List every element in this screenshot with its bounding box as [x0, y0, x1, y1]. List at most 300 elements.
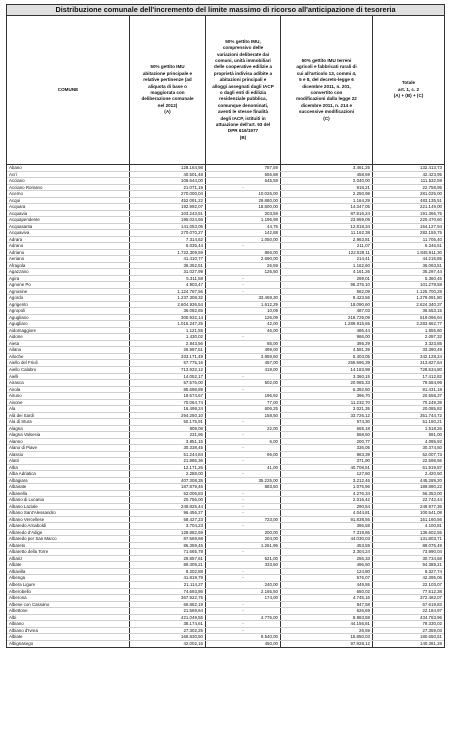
col-b-cell: 200,00 [206, 530, 281, 536]
col-b-cell: - [206, 276, 281, 282]
col-a-cell: 166.830,50 [130, 634, 206, 640]
col-c-cell: 12.818,34 [281, 224, 373, 230]
col-c-cell: 395,29 [281, 341, 373, 347]
col-c-cell: 96.376,10 [281, 282, 373, 288]
col-c-cell: 7.319,86 [281, 530, 373, 536]
col-c-cell: 2.016,42 [281, 497, 373, 503]
comune-cell: Albano Sant'Alessandro [7, 510, 130, 516]
comune-cell: Albaredo Arnaboldi [7, 523, 130, 529]
col-b-cell: - [206, 458, 281, 464]
col-b-cell: - [206, 334, 281, 340]
col-c-cell: 486,44 [281, 328, 373, 334]
col-b-cell: 4.776,00 [206, 615, 281, 621]
col-a-cell: 3.704,23 [130, 523, 206, 529]
col-c-cell: 256,33 [281, 556, 373, 562]
col-a-cell: 41.410,77 [130, 256, 206, 262]
comune-cell: Ailoche [7, 354, 130, 360]
col-b-cell: 1.612,29 [206, 302, 281, 308]
comune-cell: Agrigento [7, 302, 130, 308]
total-cell: 77.512,38 [422, 588, 442, 594]
col-a-cell: 52.006,83 [130, 491, 206, 497]
col-b-cell: - [206, 491, 281, 497]
comune-cell: Agnone Po [7, 282, 130, 288]
col-a-cell: 9.202,88 [130, 569, 206, 575]
total-cell: 35.297,44 [422, 269, 442, 275]
col-b-cell: 1.196,98 [206, 217, 281, 223]
total-cell: 342.128,24 [420, 353, 442, 359]
col-a-cell: 51.244,84 [130, 452, 206, 458]
col-b-cell: - [206, 471, 281, 477]
header-total: Totale art. 1, c. 2 (A) + (B) + (C) [393, 80, 424, 99]
col-b-cell: 3.859,50 [206, 354, 281, 360]
col-a-cell: 141.053,05 [130, 224, 206, 230]
col-a-cell: 27.302,25 [130, 628, 206, 634]
col-b-cell: - [206, 602, 281, 608]
col-b-cell: - [206, 621, 281, 627]
col-a-cell: 57.775,16 [130, 360, 206, 366]
col-b-cell: 10,09 [206, 308, 281, 314]
comune-cell: Albaretto della Torre [7, 549, 130, 555]
col-c-cell: 4.161,26 [281, 269, 373, 275]
col-c-cell: 1.162,60 [281, 263, 373, 269]
col-c-cell: 986,00 [281, 334, 373, 340]
col-b-cell: 6,00 [206, 439, 281, 445]
total-cell: 249.977,36 [420, 503, 442, 509]
col-b-cell: - [206, 185, 281, 191]
comune-cell: Albenga [7, 575, 130, 581]
comune-cell: Albano Laziale [7, 504, 130, 510]
col-a-cell: 86.359,45 [130, 543, 206, 549]
col-a-cell: 195.024,56 [130, 217, 206, 223]
col-c-cell: 4.044,81 [281, 510, 373, 516]
col-a-cell: 187.879,46 [130, 484, 206, 490]
col-b-cell: 240,00 [206, 582, 281, 588]
comune-cell: Acquaviva [7, 230, 130, 236]
col-a-cell: 12.171,26 [130, 465, 206, 471]
comune-cell: Acerno [7, 191, 130, 197]
total-cell: 22.103,07 [422, 582, 442, 587]
col-b-cell: - [206, 445, 281, 451]
document-page [6, 4, 453, 648]
col-b-cell: 158,50 [206, 413, 281, 419]
col-a-cell: 7.314,62 [130, 237, 206, 243]
col-a-cell: 713.932,12 [130, 367, 206, 373]
col-c-cell: 14.347,05 [281, 204, 373, 210]
col-b-cell: 645,59 [206, 178, 281, 184]
total-cell: 20.085,82 [422, 406, 442, 412]
total-cell: 88.075,49 [422, 542, 442, 548]
header-col-a: 50% gettito IMU abitazione principale e relative pertinenze (ad aliquota di base o maggiorata con deliberazione comunale nel 2012) (A) [130, 16, 206, 164]
col-b-cell: 656,88 [206, 172, 281, 178]
col-a-cell: 85.698,89 [130, 387, 206, 393]
total-cell: 79.584,99 [422, 380, 442, 386]
comune-cell: Adrano [7, 243, 130, 249]
col-b-cell: 77,00 [206, 400, 281, 406]
col-a-cell: 42.002,16 [130, 641, 206, 648]
col-c-cell: 449,55 [281, 582, 373, 588]
col-b-cell: - [206, 549, 281, 555]
comune-cell: Airasca [7, 380, 130, 386]
comune-cell: Albi [7, 615, 130, 621]
col-a-cell: 294.250,10 [130, 413, 206, 419]
col-c-cell: 11.162,38 [281, 230, 373, 236]
col-a-cell: 21.569,64 [130, 608, 206, 614]
col-c-cell: 18.090,60 [281, 302, 373, 308]
col-b-cell: 883,50 [206, 484, 281, 490]
comune-cell: Alberona [7, 595, 130, 601]
comune-cell: Airola [7, 387, 130, 393]
col-a-cell: 367.922,75 [130, 595, 206, 601]
total-cell: 67.619,83 [422, 601, 442, 607]
total-cell: 27.359,03 [422, 627, 442, 633]
col-c-cell: 255.596,39 [281, 360, 373, 366]
col-a-cell: 1.121,55 [130, 328, 206, 334]
total-cell: 445.289,20 [420, 477, 442, 483]
total-cell: 136.602,55 [420, 529, 442, 535]
col-c-cell: 122.529,11 [281, 250, 373, 256]
col-b-cell: - [206, 504, 281, 510]
col-b-cell: 142,88 [206, 230, 281, 236]
col-c-cell: 665,18 [281, 426, 373, 432]
col-c-cell: 40.708,51 [281, 465, 373, 471]
col-b-cell: 22,00 [206, 426, 281, 432]
col-a-cell: 452.091,22 [130, 198, 206, 204]
total-cell: 728.534,80 [420, 366, 442, 372]
comune-cell: Albiano [7, 621, 130, 627]
comune-cell: Albano di Lucania [7, 497, 130, 503]
total-cell: 1.518,26 [424, 425, 442, 431]
col-a-cell: 231,95 [130, 432, 206, 438]
col-c-cell: 4.276,34 [281, 491, 373, 497]
comune-cell: Acquavia [7, 211, 130, 217]
col-c-cell: 576,07 [281, 575, 373, 581]
total-cell: 22.598,56 [422, 458, 442, 464]
total-cell: 5.360,45 [424, 275, 442, 281]
col-a-cell: 2.604.936,54 [130, 302, 206, 308]
col-b-cell: 33.459,30 [206, 295, 281, 301]
total-cell: 591,00 [428, 432, 442, 438]
comune-cell: Acquasanta [7, 224, 130, 230]
comune-cell: Agnosine [7, 289, 130, 295]
total-cell: 434.763,96 [420, 614, 442, 620]
col-b-cell: 499,00 [206, 347, 281, 353]
comune-cell: Albariz [7, 556, 130, 562]
table-row [7, 641, 444, 648]
total-cell: 151.160,56 [420, 516, 442, 522]
col-b-cell: 419,00 [206, 367, 281, 373]
col-a-cell: 66.862,19 [130, 602, 206, 608]
col-a-cell: 128.164,98 [130, 165, 206, 171]
col-b-cell: 1.261,95 [206, 543, 281, 549]
total-cell: 313.827,64 [420, 360, 442, 366]
comune-cell: Aielli [7, 374, 130, 380]
total-cell: 281.025,00 [420, 191, 442, 197]
header-col-c: 50% gettito IMU terreni agricoli e fabbricati rurali di cui all'articolo 13, commi 4, 5 e 8, del decreto-legge 6 dicembre 2011, n. 201, convertito con modificazioni dalla legge 22 dicembre 2011, n. 214 e successive modificazioni (C) [281, 16, 373, 164]
col-c-cell: 33.726,12 [281, 413, 373, 419]
total-cell: 36.553,15 [422, 308, 442, 314]
col-a-cell: 270.000,04 [130, 191, 206, 197]
col-b-cell: - [206, 282, 281, 288]
comune-cell: Albese con Cassano [7, 602, 130, 608]
col-a-cell: 38.174,61 [130, 621, 206, 627]
comune-cell: Alagna Valsesia [7, 432, 130, 438]
col-a-cell: 20.756,00 [130, 497, 206, 503]
comune-cell: Albano Vercellese [7, 517, 130, 523]
col-b-cell: - [206, 289, 281, 295]
col-a-cell: 6.035,44 [130, 243, 206, 249]
col-a-cell: 21.886,36 [130, 458, 206, 464]
comune-cell: Adriano [7, 250, 130, 256]
col-c-cell: 87.916,24 [281, 211, 373, 217]
total-cell: 111.532,59 [420, 178, 442, 184]
total-cell: 42.423,95 [422, 171, 442, 177]
comune-cell: Aiello Calabro [7, 367, 130, 373]
col-c-cell: 918,21 [281, 185, 373, 191]
col-a-cell: 2.843,56 [130, 341, 206, 347]
col-b-cell: 174,00 [206, 595, 281, 601]
total-cell: 22.184,97 [422, 608, 442, 614]
col-c-cell: 3.021,35 [281, 406, 373, 412]
comune-cell: Albettone [7, 608, 130, 614]
col-b-cell: - [206, 432, 281, 438]
total-cell: 140.381,28 [420, 640, 442, 646]
comune-cell: Albavilla [7, 569, 130, 575]
total-cell: 33.390,49 [422, 347, 442, 353]
col-a-cell: 249.825,44 [130, 504, 206, 510]
header-comune: COMUNE [7, 16, 130, 164]
total-cell: 6.246,51 [424, 243, 442, 249]
col-c-cell: 9.423,56 [281, 295, 373, 301]
col-c-cell: 211,07 [281, 243, 373, 249]
col-b-cell: - [206, 497, 281, 503]
col-c-cell: 299,01 [281, 276, 373, 282]
col-a-cell: 3.851,15 [130, 439, 206, 445]
col-b-cell: 18.800,00 [206, 204, 281, 210]
col-c-cell: 396,70 [281, 393, 373, 399]
col-c-cell: 290,54 [281, 504, 373, 510]
total-cell: 221.149,00 [420, 204, 442, 210]
comune-cell: Acrì [7, 172, 130, 178]
table-header [6, 16, 445, 165]
col-c-cell: 496,50 [281, 562, 373, 568]
col-a-cell: 19.574,67 [130, 393, 206, 399]
col-a-cell: 71.665,78 [130, 549, 206, 555]
col-b-cell: 126,09 [206, 315, 281, 321]
total-cell: 2.097,32 [424, 334, 442, 340]
col-a-cell: 96.456,27 [130, 510, 206, 516]
comune-cell: Agugliaro [7, 321, 130, 327]
col-b-cell: 723,00 [206, 517, 281, 523]
col-c-cell: 396,58 [281, 523, 373, 529]
col-b-cell: - [206, 510, 281, 516]
col-c-cell: 200,77 [281, 439, 373, 445]
col-c-cell: 1.289.915,65 [281, 321, 373, 327]
col-a-cell: 41.819,79 [130, 575, 206, 581]
total-cell: 73.990,04 [422, 549, 442, 555]
total-cell: 351.744,72 [420, 412, 442, 418]
col-a-cell: 21.071,19 [130, 185, 206, 191]
col-a-cell: 5.311,58 [130, 276, 206, 282]
total-cell: 189.890,22 [420, 484, 442, 490]
col-a-cell: 192.992,07 [130, 204, 206, 210]
col-c-cell: 5.403,05 [281, 354, 373, 360]
col-a-cell: 300.932,14 [130, 315, 206, 321]
table-title: Distribuzione comunale dell'incremento del limite massimo di ricorso all'anticipazione di tesoreria [6, 4, 445, 16]
col-c-cell: 23.959,09 [281, 217, 373, 223]
total-cell: 4.095,92 [424, 438, 442, 444]
col-c-cell: 1.164,29 [281, 198, 373, 204]
total-cell: 220.470,60 [420, 217, 442, 223]
comune-cell: Albate [7, 562, 130, 568]
col-a-cell: 333.171,49 [130, 354, 206, 360]
col-a-cell: 36.352,51 [130, 263, 206, 269]
comune-cell: Airuno [7, 393, 130, 399]
col-a-cell: 70.064,74 [130, 400, 206, 406]
col-b-cell: 10.026,00 [206, 191, 281, 197]
comune-cell: Adrara [7, 237, 130, 243]
comune-cell: Alà dei Sardi [7, 413, 130, 419]
col-b-cell: 44,75 [206, 224, 281, 230]
col-b-cell: 42,00 [206, 321, 281, 327]
col-c-cell: 487,03 [281, 308, 373, 314]
comune-cell: Ailano [7, 347, 130, 353]
comune-cell: Alba Adriatica [7, 471, 130, 477]
total-cell: 3.323,85 [424, 340, 442, 346]
total-cell: 51.150,21 [422, 419, 442, 425]
comune-cell: Alberobello [7, 589, 130, 595]
total-cell: 79.330,02 [422, 621, 442, 627]
col-b-cell: 2.165,50 [206, 589, 281, 595]
col-a-cell: 1.722.309,59 [130, 250, 206, 256]
col-c-cell: 44.030,03 [281, 536, 373, 542]
total-cell: 56.353,00 [422, 490, 442, 496]
total-cell: 180.650,51 [420, 634, 442, 640]
col-b-cell: - [206, 608, 281, 614]
col-b-cell: - [206, 374, 281, 380]
comune-cell: Alba [7, 465, 130, 471]
total-cell: 2.624.340,37 [416, 301, 442, 307]
col-a-cell: 106.644,00 [130, 178, 206, 184]
comune-cell: Albera Ligure [7, 582, 130, 588]
col-a-cell: 50.175,91 [130, 419, 206, 425]
col-c-cell: 626,69 [281, 608, 373, 614]
header-col-b: 50% gettito IMU, comprensivo delle variazioni deliberate dai comuni, unità immobiliari delle cooperative edilizie a proprietà indivisa adibite a abitazioni principali e alloggi assegnati dagli IACP o dagli enti di edilizia residenziale pubblica, comunque denominati, aventi le stesse finalità degli IACP, istituiti in attuazione dell'art. 93 del DPR 616/1977 (B) [206, 16, 281, 164]
table-body [6, 165, 445, 648]
col-a-cell: 4.903,47 [130, 282, 206, 288]
col-a-cell: 1.124.767,56 [130, 289, 206, 295]
col-b-cell: 502,00 [206, 380, 281, 386]
col-c-cell: 218.729,09 [281, 315, 373, 321]
col-a-cell: 30.338,45 [130, 445, 206, 451]
col-a-cell: 103.243,51 [130, 211, 206, 217]
col-a-cell: 1.430,02 [130, 334, 206, 340]
col-b-cell: 621,00 [206, 556, 281, 562]
col-c-cell: 568,50 [281, 432, 373, 438]
total-cell: 91.431,18 [422, 386, 442, 392]
comune-cell: Aidomaggiore [7, 328, 130, 334]
comune-cell: Aieta [7, 341, 130, 347]
comune-cell: Albiano d'Ivrea [7, 628, 130, 634]
col-c-cell: 2.963,81 [281, 237, 373, 243]
col-c-cell: 4.581,39 [281, 347, 373, 353]
col-c-cell: 4.745,16 [281, 595, 373, 601]
col-a-cell: 421.049,55 [130, 615, 206, 621]
comune-cell: Agira [7, 276, 130, 282]
total-cell: 372.482,07 [420, 595, 442, 601]
col-a-cell: 29.857,61 [130, 556, 206, 562]
col-c-cell: 26,59 [281, 628, 373, 634]
total-cell: 282.155,75 [420, 230, 442, 236]
comune-cell: Alatri [7, 458, 130, 464]
total-cell: 2.283.662,77 [416, 321, 442, 327]
total-cell: 52.007,73 [422, 451, 442, 457]
comune-cell: Aiello del Friuli [7, 360, 130, 366]
comune-cell: Agugliano [7, 315, 130, 321]
col-b-cell: 333,50 [206, 562, 281, 568]
col-a-cell: 26.997,51 [130, 347, 206, 353]
total-cell: 2.420,50 [424, 471, 442, 477]
total-cell: 22.758,95 [422, 184, 442, 190]
col-c-cell: 3.360,15 [281, 374, 373, 380]
total-cell: 191.366,75 [420, 210, 442, 216]
total-cell: 1.655,60 [424, 327, 442, 333]
total-cell: 20.558,37 [422, 393, 442, 399]
comune-cell: Albanella [7, 491, 130, 497]
col-c-cell: 3.461,25 [281, 165, 373, 171]
col-c-cell: 2.304,24 [281, 549, 373, 555]
col-c-cell: 883,39 [281, 452, 373, 458]
col-b-cell: 46,00 [206, 328, 281, 334]
col-b-cell: 29.880,00 [206, 198, 281, 204]
col-c-cell: 650,02 [281, 589, 373, 595]
col-b-cell: - [206, 575, 281, 581]
comune-cell: Afragola [7, 263, 130, 269]
col-b-cell: 2.690,00 [206, 256, 281, 262]
col-c-cell: 124,80 [281, 569, 373, 575]
comune-cell: Albagiara [7, 478, 130, 484]
comune-cell: Alanno [7, 439, 130, 445]
comune-cell: Aidone [7, 334, 130, 340]
total-cell: 131.803,71 [420, 536, 442, 542]
comune-cell: Alassio [7, 452, 130, 458]
col-c-cell: 97.928,12 [281, 641, 373, 648]
total-cell: 100.541,08 [420, 510, 442, 516]
col-c-cell: 11.232,70 [281, 400, 373, 406]
comune-cell: Acqui [7, 198, 130, 204]
col-b-cell: 26,59 [206, 263, 281, 269]
total-cell: 154.127,94 [420, 223, 442, 229]
total-cell: 42.395,06 [422, 575, 442, 581]
col-a-cell: 74.693,86 [130, 589, 206, 595]
comune-cell: Acciano [7, 178, 130, 184]
comune-cell: Acciano Romano [7, 185, 130, 191]
total-cell: 70.249,39 [422, 399, 442, 405]
col-a-cell: 31.027,99 [130, 269, 206, 275]
col-a-cell: 14.052,17 [130, 374, 206, 380]
col-c-cell: 2.250,98 [281, 191, 373, 197]
col-b-cell: 457,00 [206, 360, 281, 366]
col-a-cell: 89.309,21 [130, 562, 206, 568]
col-b-cell: 85,00 [206, 341, 281, 347]
col-c-cell: 214,41 [281, 256, 373, 262]
total-cell: 11.705,40 [422, 236, 442, 242]
col-b-cell: - [206, 628, 281, 634]
col-c-cell: 6.392,50 [281, 387, 373, 393]
col-b-cell: 606,25 [206, 406, 281, 412]
comune-cell: Alagna [7, 426, 130, 432]
col-c-cell: 15.850,03 [281, 634, 373, 640]
col-a-cell: 87.569,68 [130, 536, 206, 542]
